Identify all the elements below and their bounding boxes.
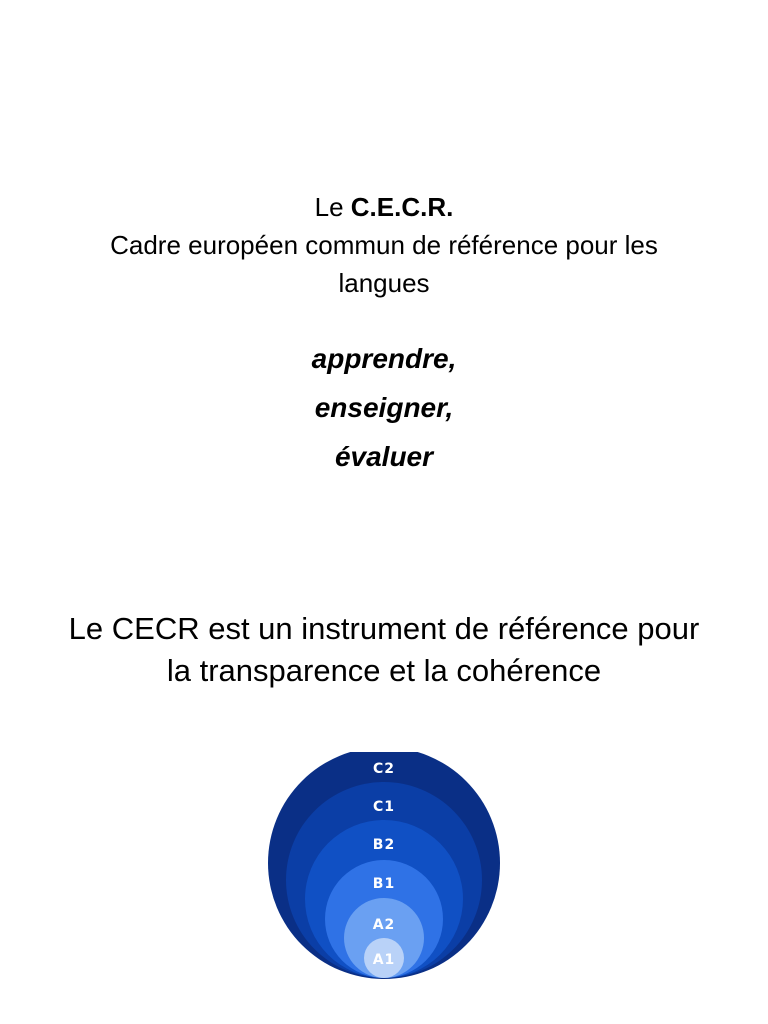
level-label-a1: A1 [372, 952, 396, 968]
statement-block [0, 608, 768, 692]
title-subtitle-line: Cadre européen commun de référence pour les [110, 230, 658, 260]
title-block [0, 188, 768, 302]
level-label-b1: B1 [372, 876, 396, 892]
verbs-list [0, 334, 768, 481]
level-label-a2: A2 [372, 917, 396, 933]
title-prefix: Le [314, 192, 344, 222]
verb-assess: évaluer [334, 441, 434, 472]
level-label-b2: B2 [372, 837, 396, 853]
statement-line-1: Le CECR est un instrument de référence pour [68, 611, 700, 646]
cefr-levels-diagram [264, 752, 504, 982]
statement-line-2: la transparence et la cohérence [166, 653, 602, 688]
title-acronym: C.E.C.R. [350, 192, 454, 222]
level-label-c2: C2 [372, 761, 396, 777]
title-subtitle-line-2: langues [338, 268, 430, 298]
verb-teach: enseigner, [314, 392, 454, 423]
verb-learn: apprendre, [311, 343, 457, 374]
title-line [0, 188, 768, 226]
level-label-c1: C1 [372, 799, 396, 815]
